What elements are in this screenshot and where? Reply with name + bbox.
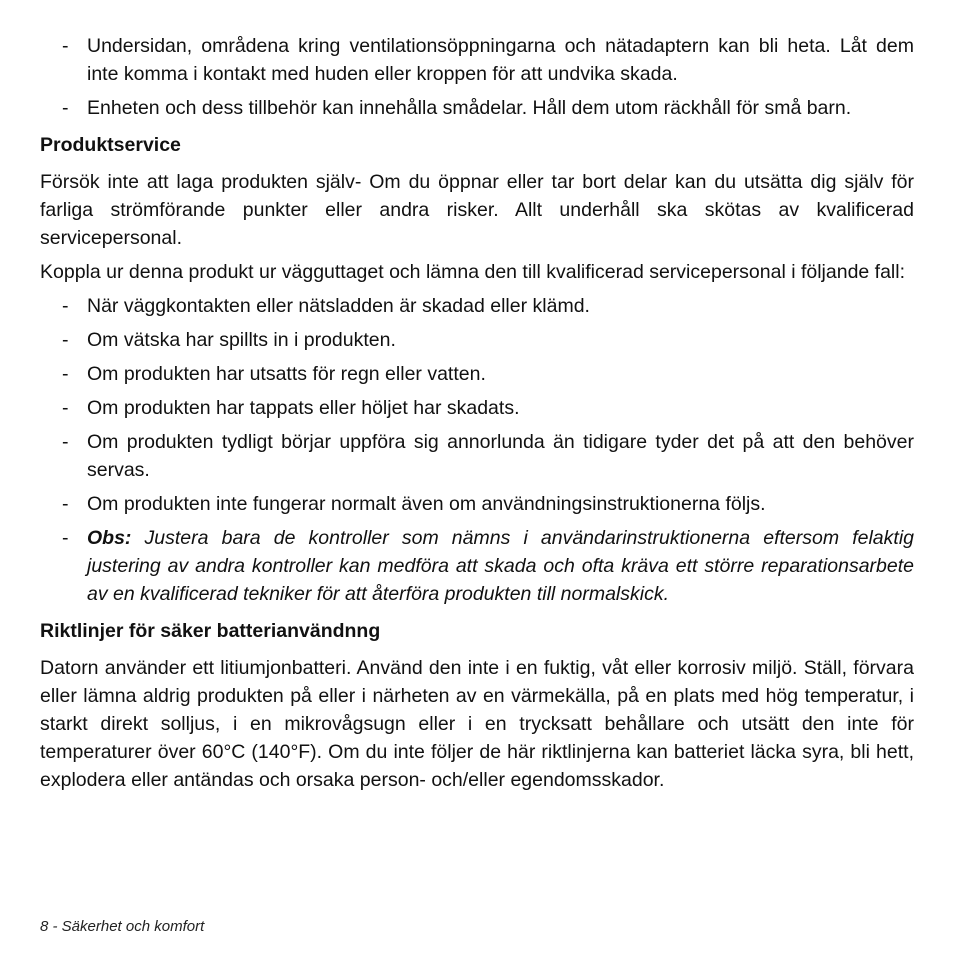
list-item [40, 428, 914, 484]
section-heading-battery: Riktlinjer för säker batterianvändnng [40, 620, 381, 642]
list-item [40, 490, 914, 518]
list-item-text: Om produkten har tappats eller höljet har skadats. [87, 397, 520, 419]
list-item [40, 360, 914, 388]
list-dash: - [62, 329, 69, 351]
list-dash: - [62, 493, 69, 515]
list-dash: - [62, 527, 69, 549]
paragraph: Koppla ur denna produkt ur vägguttaget och lämna den till kvalificerad servicepersonal i följande fall: [40, 261, 906, 283]
list-item [40, 394, 914, 422]
list-item [40, 94, 914, 122]
page-footer: 8 - Säkerhet och komfort [40, 918, 205, 935]
list-item-text: Om vätska har spillts in i produkten. [87, 329, 396, 351]
note-label: Obs: [87, 527, 132, 549]
list-item-text: Om produkten inte fungerar normalt även om användningsinstruktionerna följs. [87, 493, 766, 515]
list-item-text: Om produkten tydligt börjar uppföra sig annorlunda än tidigare tyder det på att den behöver servas. [87, 431, 914, 481]
list-item-text: När väggkontakten eller nätsladden är skadad eller klämd. [87, 295, 590, 317]
list-item-text: Om produkten har utsatts för regn eller vatten. [87, 363, 486, 385]
list-item [40, 326, 914, 354]
paragraph: Försök inte att laga produkten själv- Om du öppnar eller tar bort delar kan du utsätta dig själv för farliga strömförande punkter eller andra risker. Allt underhåll ska skötas av kvalificerad servicepersonal. [40, 171, 914, 249]
list-dash: - [62, 35, 69, 57]
list-dash: - [62, 363, 69, 385]
list-dash: - [62, 295, 69, 317]
list-item [40, 292, 914, 320]
paragraph: Datorn använder ett litiumjonbatteri. Använd den inte i en fuktig, våt eller korrosiv miljö. Ställ, förvara eller lämna aldrig produkten på eller i närheten av en värmekälla, på en plats med hög temperatur, i starkt direkt solljus, i en mikrovågsugn eller i en trycksatt behållare och utsätt den inte för temperaturer över 60°C (140°F). Om du inte följer de här riktlinjerna kan batteriet läcka syra, bli hett, explodera eller antändas och orsaka person- och/eller egendomsskador. [40, 657, 914, 791]
section-heading-produktservice: Produktservice [40, 134, 181, 156]
list-dash: - [62, 431, 69, 453]
list-item-text: Enheten och dess tillbehör kan innehålla smådelar. Håll dem utom räckhåll för små barn. [87, 97, 852, 119]
list-item-text: Undersidan, områdena kring ventilationsöppningarna och nätadaptern kan bli heta. Låt dem inte komma i kontakt med huden eller kroppen för att undvika skada. [87, 35, 914, 85]
list-dash: - [62, 97, 69, 119]
note-text: Justera bara de kontroller som nämns i användarinstruktionerna eftersom felaktig justering av andra kontroller kan medföra att skada och ofta kräva ett större reparationsarbete av en kvalificerad tekniker för att återföra produkten till normalskick. [87, 527, 914, 605]
list-dash: - [62, 397, 69, 419]
note-item [40, 524, 914, 608]
list-item [40, 32, 914, 88]
document-page [40, 32, 914, 800]
